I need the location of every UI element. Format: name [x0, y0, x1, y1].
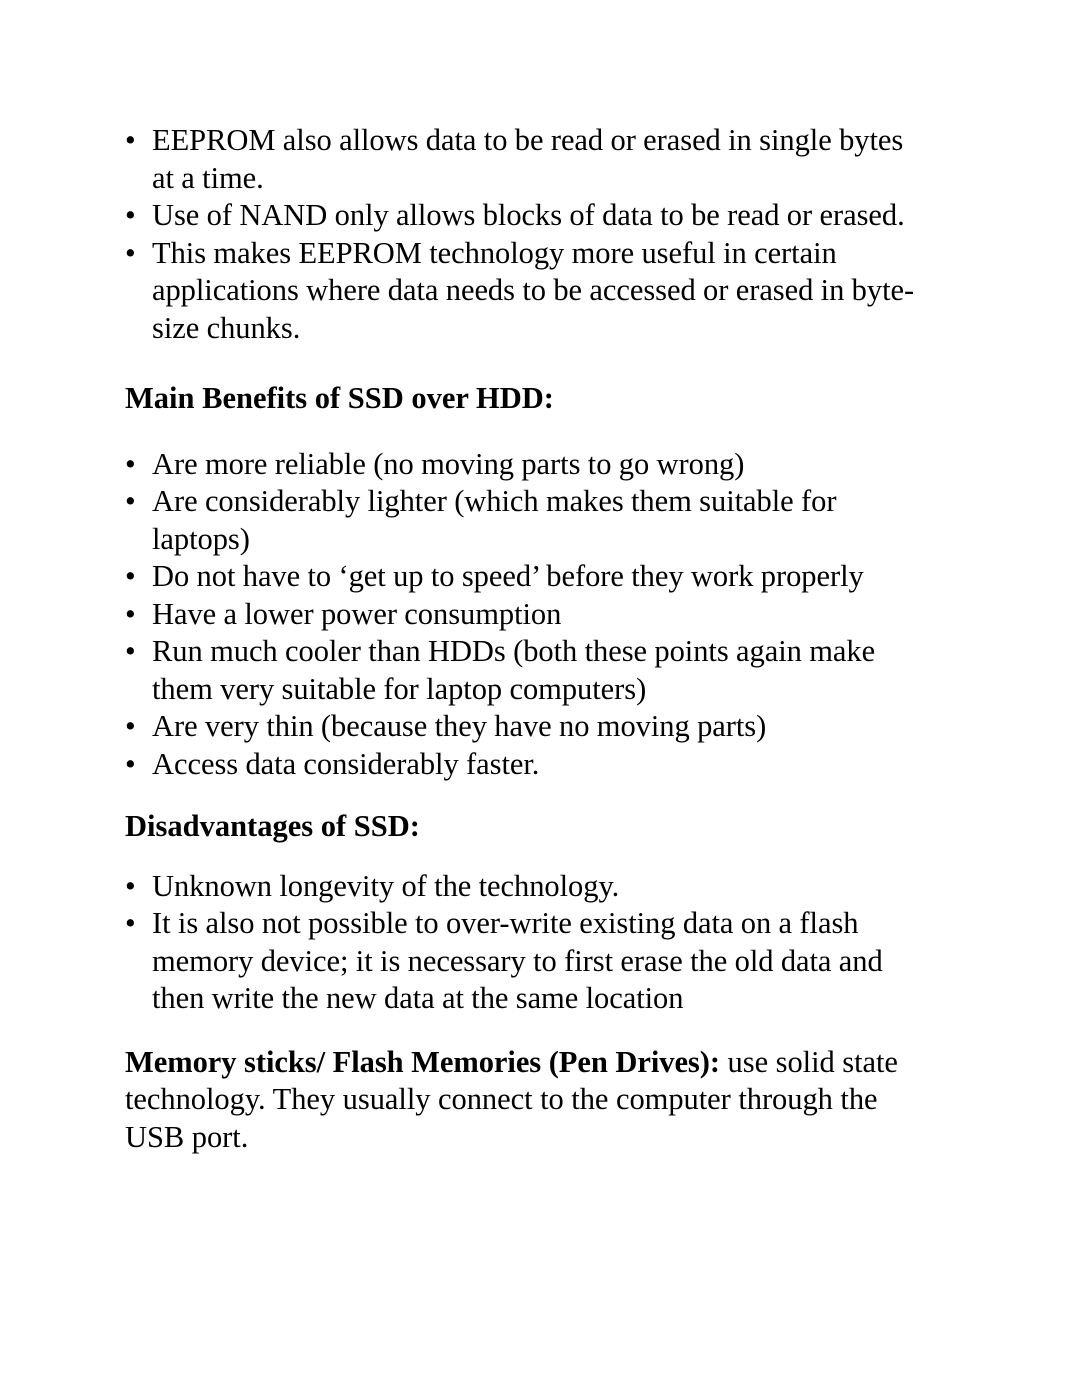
bullet-icon: • — [125, 446, 136, 481]
list-item — [125, 905, 915, 1018]
list-item — [125, 197, 915, 235]
memory-sticks-lead: Memory sticks/ Flash Memories (Pen Drives): — [125, 1044, 720, 1079]
disadvantages-heading: Disadvantages of SSD: — [125, 809, 420, 843]
list-item — [125, 746, 883, 784]
bullet-icon: • — [125, 746, 136, 781]
list-item — [125, 122, 915, 197]
spacer — [125, 418, 955, 446]
bullet-icon: • — [125, 559, 136, 593]
list-item-text: Run much cooler than HDDs (both these points again make them very suitable for laptop computers) — [152, 634, 876, 706]
spacer — [125, 347, 955, 380]
list-item — [125, 868, 915, 906]
bullet-icon: • — [125, 484, 136, 518]
memory-sticks-paragraph — [125, 1044, 943, 1157]
list-item — [125, 446, 883, 484]
bullet-icon: • — [125, 198, 136, 232]
ssd-benefits-list — [125, 446, 883, 784]
spacer — [125, 783, 955, 808]
bullet-icon: • — [125, 906, 136, 940]
list-item — [125, 558, 883, 596]
benefits-heading: Main Benefits of SSD over HDD: — [125, 381, 554, 415]
list-item — [125, 633, 883, 708]
spacer — [125, 846, 955, 868]
list-item — [125, 708, 883, 746]
bullet-icon: • — [125, 709, 136, 743]
memory-sticks-text: use solid state technology. They usually connect to the computer through the USB port. — [125, 1044, 898, 1154]
list-item-text: Access data considerably faster. — [152, 746, 540, 781]
list-item-text: Are considerably lighter (which makes them suitable for laptops) — [152, 484, 837, 556]
list-item — [125, 235, 915, 348]
eeprom-notes-list — [125, 122, 915, 347]
list-item-text: Are more reliable (no moving parts to go wrong) — [152, 446, 745, 481]
list-item-text: This makes EEPROM technology more useful in certain applications where data needs to be accessed or erased in byte-size chunks. — [152, 235, 915, 345]
list-item — [125, 483, 883, 558]
list-item-text: It is also not possible to over-write existing data on a flash memory device; it is necessary to first erase the old data and then write the new data at the same location — [152, 906, 883, 1015]
bullet-icon: • — [125, 123, 136, 157]
list-item-text: Do not have to ‘get up to speed’ before they work properly — [152, 559, 864, 593]
bullet-icon: • — [125, 868, 136, 903]
list-item-text: Unknown longevity of the technology. — [152, 868, 620, 903]
document-body — [125, 122, 955, 1156]
list-item-text: Are very thin (because they have no moving parts) — [152, 709, 767, 743]
bullet-icon: • — [125, 596, 136, 631]
list-item-text: Use of NAND only allows blocks of data to be read or erased. — [152, 198, 905, 232]
list-item-text: EEPROM also allows data to be read or erased in single bytes at a time. — [152, 123, 904, 195]
bullet-icon: • — [125, 235, 136, 270]
list-item-text: Have a lower power consumption — [152, 596, 562, 631]
list-item — [125, 596, 883, 634]
bullet-icon: • — [125, 634, 136, 668]
spacer — [125, 1018, 955, 1044]
ssd-disadvantages-list — [125, 868, 915, 1018]
